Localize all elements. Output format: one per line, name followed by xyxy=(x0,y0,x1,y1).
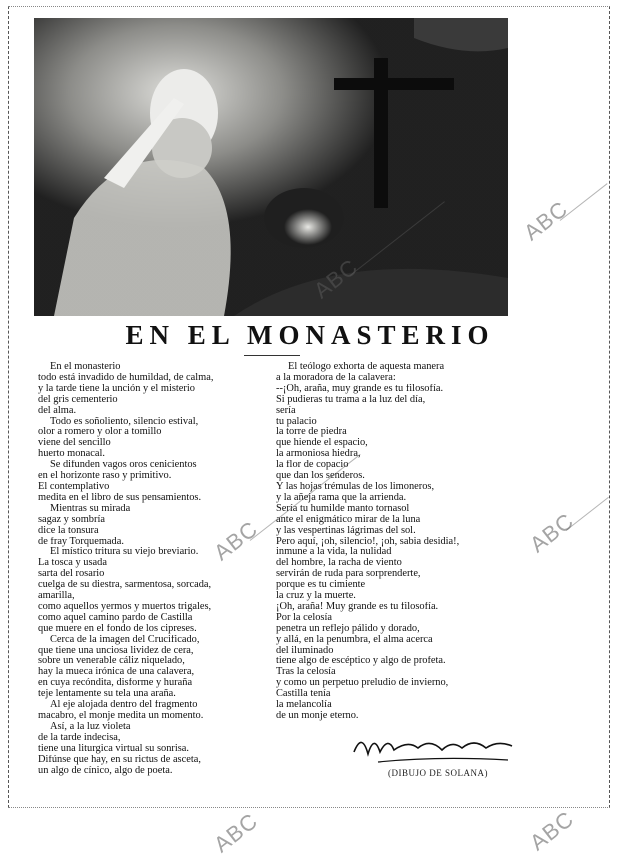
poem-line: viene del sencillo xyxy=(38,438,111,449)
poem-line: --¡Oh, araña, muy grande es tu filosofía. xyxy=(276,383,444,394)
poem-line: de fray Torquemada. xyxy=(38,536,124,547)
poem-line: medita en el libro de sus pensamientos. xyxy=(38,492,202,503)
watermark-text: ABC xyxy=(209,807,263,858)
poem-line: tiene algo de escéptico y algo de profeta. xyxy=(276,656,446,667)
poem-line: El teólogo exhorta de aquesta manera xyxy=(288,362,445,372)
poem-left-column xyxy=(38,362,278,776)
poem-line: la flor de copacio xyxy=(276,460,349,471)
poem-line: Mientras su mirada xyxy=(50,503,131,514)
poem-line: porque es tu cimiente xyxy=(276,580,366,591)
illustration-credit: (DIBUJO DE SOLANA) xyxy=(388,768,488,778)
poem-line: a la moradora de la calavera: xyxy=(276,372,396,383)
poem-line: sagaz y sombría xyxy=(38,514,105,525)
poem-line: como aquellos yermos y muertos trigales, xyxy=(38,601,212,612)
poem-line: la cruz y la muerte. xyxy=(276,591,356,602)
poem-line: Si pudieras tu trama a la luz del día, xyxy=(276,394,426,405)
poem-line: que muere en el fondo de los cipreses. xyxy=(38,623,197,634)
poem-line: que hiende el espacio, xyxy=(276,438,368,449)
poem-line: La tosca y usada xyxy=(38,558,107,569)
poem-line: macabro, el monje medita un momento. xyxy=(38,711,204,721)
poem-line: Castilla tenía xyxy=(276,689,331,700)
poem-line: del alma. xyxy=(38,405,77,416)
poem-line: amarilla, xyxy=(38,591,75,602)
watermark-text: ABC xyxy=(309,253,363,304)
poem-line: En el monasterio xyxy=(50,362,121,372)
poem-line: huerto monacal. xyxy=(38,449,105,460)
poem-line: El contemplativo xyxy=(38,481,110,492)
poem-line: hay la mueca irónica de una calavera, xyxy=(38,667,195,678)
poem-line: El místico tritura su viejo breviario. xyxy=(50,547,199,558)
poem-line: de la tarde indecisa, xyxy=(38,732,121,743)
poem-line: como aquel camino pardo de Castilla xyxy=(38,612,193,623)
watermark-text: ABC xyxy=(525,805,579,856)
poem-line: y allá, en la penumbra, el alma acerca xyxy=(276,634,433,645)
poem-line: del iluminado xyxy=(276,645,334,656)
watermark-text: ABC xyxy=(209,515,263,566)
poem-line: Y las hojas trémulas de los limoneros, xyxy=(276,481,435,492)
poem-line: un algo de cínico, algo de poeta. xyxy=(38,765,173,776)
poem-line: Cerca de la imagen del Crucificado, xyxy=(50,634,200,645)
poem-line: en el horizonte raso y primitivo. xyxy=(38,471,172,482)
poem-line: Al eje alojada dentro del fragmento xyxy=(50,700,198,711)
poem-line: Por la celosía xyxy=(276,612,332,623)
article-title: EN EL MONASTERIO xyxy=(125,320,495,350)
poem-line: Difúnse que hay, en su rictus de asceta, xyxy=(38,754,201,765)
poem-line: y las vespertinas lágrimas del sol. xyxy=(276,525,416,536)
poem-line: Se difunden vagos oros cenicientos xyxy=(50,460,197,471)
poem-line: dice la tonsura xyxy=(38,525,99,536)
poem-line: la melancolía xyxy=(276,700,332,711)
poem-line: que tiene una unciosa lividez de cera, xyxy=(38,645,194,656)
poem-line: inmune a la vida, la nulidad xyxy=(276,547,392,558)
poem-line: sobre un venerable cáliz niquelado, xyxy=(38,656,185,667)
watermark-text: ABC xyxy=(525,507,579,558)
poem-line: de un monje eterno. xyxy=(276,711,359,721)
poem-line: Todo es soñoliento, silencio estival, xyxy=(50,416,199,427)
poem-line: sería xyxy=(276,405,296,416)
watermark-text: ABC xyxy=(519,195,573,246)
poem-line: tiene una liturgica virtual su sonrisa. xyxy=(38,743,190,754)
poem-line: y como un perpetuo preludio de invierno, xyxy=(276,678,449,689)
poem-line: ¡Oh, araña! Muy grande es tu filosofía. xyxy=(276,601,439,612)
poem-right-column xyxy=(276,362,514,722)
poem-line: del gris cementerio xyxy=(38,394,118,405)
poem-line: tu palacio xyxy=(276,416,317,427)
poem-line: y la tarde tiene la unción y el misterio xyxy=(38,383,195,394)
poem-line: servirán de ruda para sorprenderte, xyxy=(276,569,421,580)
poem-line: Sería tu humilde manto tornasol xyxy=(276,503,410,514)
poem-line: la torre de piedra xyxy=(276,427,347,438)
poem-line: del hombre, la racha de viento xyxy=(276,558,402,569)
poem-line: cuelga de su diestra, sarmentosa, sorcada, xyxy=(38,580,212,591)
poem-line: Pero aquí, ¡oh, silencio!, ¡oh, sabia desidia!, xyxy=(276,536,460,547)
poem-line: penetra un reflejo pálido y dorado, xyxy=(276,623,420,634)
poem-line: que dan los senderos. xyxy=(276,471,365,482)
poem-line: y la añeja rama que la arrienda. xyxy=(276,492,407,503)
title-divider xyxy=(244,355,300,356)
monk-photograph xyxy=(34,18,508,316)
poem-line: Así, a la luz violeta xyxy=(50,721,131,732)
poem-line: ante el enigmático mirar de la luna xyxy=(276,514,421,525)
author-signature xyxy=(348,722,518,772)
poem-line: Tras la celosía xyxy=(276,667,336,678)
poem-line: teje lentamente su tela una araña. xyxy=(38,689,176,700)
poem-line: sarta del rosario xyxy=(38,569,105,580)
poem-line: olor a romero y olor a tomillo xyxy=(38,427,162,438)
poem-line: todo está invadido de humildad, de calma, xyxy=(38,372,214,383)
poem-line: en cuya recóndita, disforme y huraña xyxy=(38,678,193,689)
poem-line: la armoniosa hiedra, xyxy=(276,449,361,460)
